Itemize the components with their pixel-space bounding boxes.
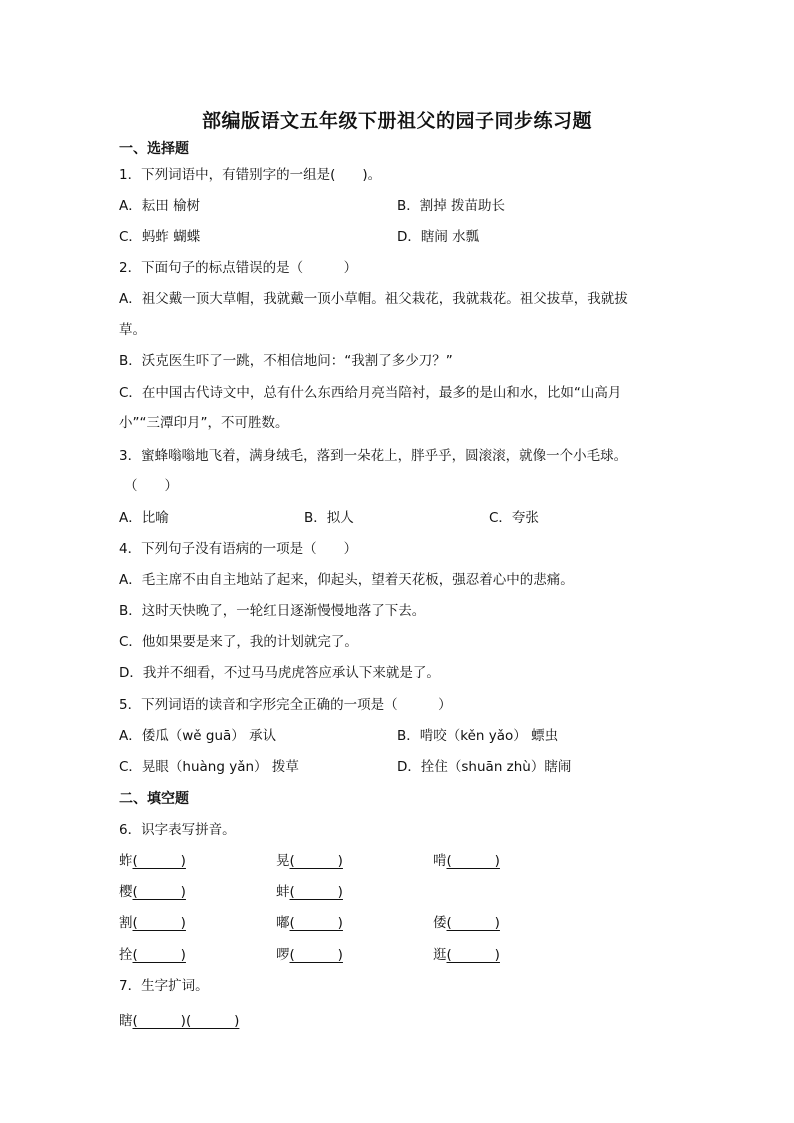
question-1-option-b: B．割掉 拨苗助长	[397, 198, 506, 214]
pinyin-item: 倭( )	[433, 915, 500, 931]
pinyin-item: 蚱( )	[119, 853, 186, 869]
pinyin-item: 樱( )	[119, 884, 186, 900]
question-5-stem: 5．下列词语的读音和字形完全正确的一项是（ ）	[119, 697, 452, 713]
pinyin-blank[interactable]: ( )	[289, 947, 343, 963]
question-1-option-c: C．蚂蚱 蝴蝶	[119, 229, 201, 245]
question-3-stem: 3．蜜蜂嗡嗡地飞着，满身绒毛，落到一朵花上，胖乎乎，圆滚滚，就像一个小毛球。	[119, 448, 628, 464]
pinyin-item: 嘟( )	[276, 915, 343, 931]
section-heading-fill: 二、填空题	[119, 791, 189, 807]
pinyin-item: 蚌( )	[276, 884, 343, 900]
question-6-stem: 6．识字表写拼音。	[119, 822, 236, 838]
question-2-stem: 2．下面句子的标点错误的是（ ）	[119, 260, 358, 276]
pinyin-item: 拴( )	[119, 947, 186, 963]
word-blank-1[interactable]: ( )	[132, 1013, 186, 1029]
question-5-option-b: B．啃咬（kěn yǎo） 螵虫	[397, 728, 559, 744]
question-2-option-c-line1: C．在中国古代诗文中，总有什么东西给月亮当陪衬，最多的是山和水，比如“山高月	[119, 385, 622, 401]
question-2-option-a-line2: 草。	[119, 322, 146, 338]
question-2-option-b: B．沃克医生吓了一跳，不相信地问：“我割了多少刀？”	[119, 353, 453, 369]
question-4-option-b: B．这时天快晚了，一轮红日逐渐慢慢地落了下去。	[119, 603, 426, 619]
question-1-option-d: D．瞎闹 水瓢	[397, 229, 480, 245]
question-3-option-b: B．拟人	[304, 510, 354, 526]
question-1-stem: 1．下列词语中，有错别字的一组是( )。	[119, 167, 382, 183]
question-4-option-c: C．他如果要是来了，我的计划就完了。	[119, 634, 358, 650]
question-5-option-c: C．晃眼（huàng yǎn） 拨草	[119, 759, 299, 775]
pinyin-blank[interactable]: ( )	[446, 853, 500, 869]
question-4-stem: 4．下列句子没有语病的一项是（ ）	[119, 541, 358, 557]
question-1-option-a: A．耘田 榆树	[119, 198, 201, 214]
word-expansion-item: 瞎( )( )	[119, 1013, 240, 1029]
question-5-option-d: D．拴住（shuān zhù）瞎闹	[397, 759, 572, 775]
pinyin-blank[interactable]: ( )	[132, 884, 186, 900]
pinyin-blank[interactable]: ( )	[132, 915, 186, 931]
question-2-option-a-line1: A．祖父戴一顶大草帽，我就戴一顶小草帽。祖父栽花，我就栽花。祖父拔草，我就拔	[119, 291, 628, 307]
section-heading-choice: 一、选择题	[119, 141, 189, 157]
page-title: 部编版语文五年级下册祖父的园子同步练习题	[201, 110, 592, 132]
pinyin-item: 逛( )	[433, 947, 500, 963]
pinyin-item: 啰( )	[276, 947, 343, 963]
pinyin-blank[interactable]: ( )	[289, 884, 343, 900]
pinyin-item: 晃( )	[276, 853, 343, 869]
pinyin-blank[interactable]: ( )	[132, 853, 186, 869]
pinyin-blank[interactable]: ( )	[289, 915, 343, 931]
pinyin-blank[interactable]: ( )	[132, 947, 186, 963]
question-5-option-a: A．倭瓜（wě guā） 承认	[119, 728, 277, 744]
word-blank-2[interactable]: ( )	[185, 1013, 240, 1029]
question-4-option-a: A．毛主席不由自主地站了起来，仰起头，望着天花板，强忍着心中的悲痛。	[119, 572, 574, 588]
question-7-stem: 7．生字扩词。	[119, 978, 209, 994]
question-3-option-c: C．夸张	[489, 510, 539, 526]
pinyin-item: 割( )	[119, 915, 186, 931]
question-4-option-d: D．我并不细看，不过马马虎虎答应承认下来就是了。	[119, 665, 440, 681]
question-3-option-a: A．比喻	[119, 510, 169, 526]
pinyin-item: 啃( )	[433, 853, 500, 869]
question-3-answer-paren: （ ）	[124, 478, 178, 494]
pinyin-blank[interactable]: ( )	[446, 947, 500, 963]
pinyin-blank[interactable]: ( )	[446, 915, 500, 931]
pinyin-blank[interactable]: ( )	[289, 853, 343, 869]
question-2-option-c-line2: 小”“三潭印月”，不可胜数。	[119, 415, 289, 431]
